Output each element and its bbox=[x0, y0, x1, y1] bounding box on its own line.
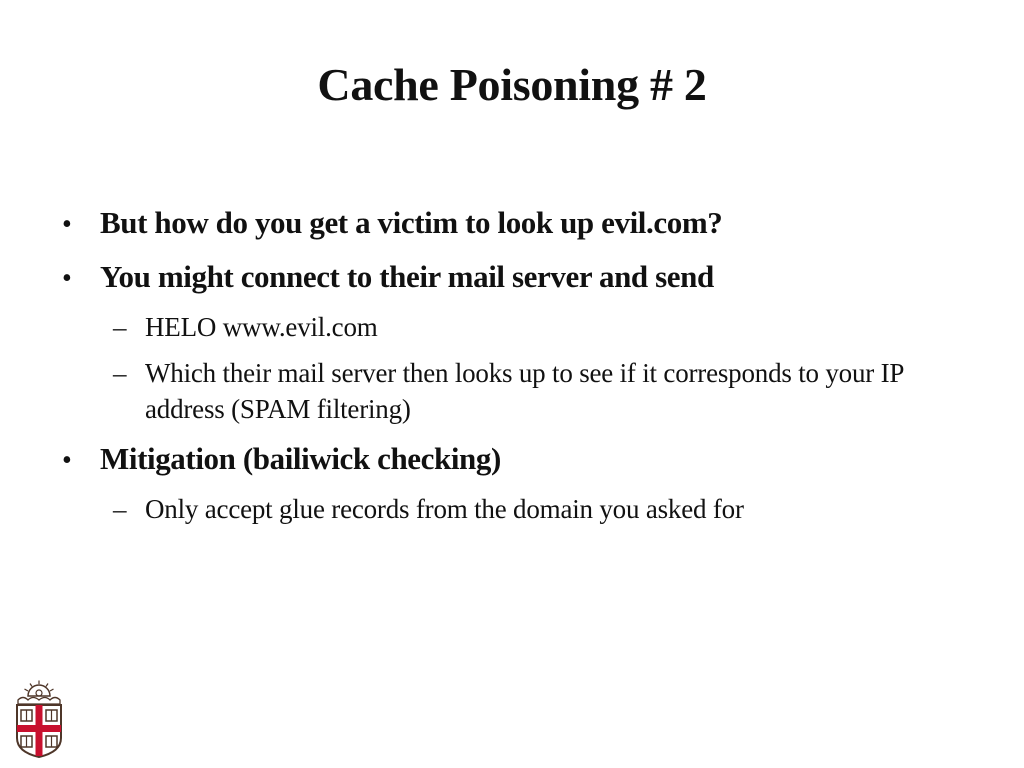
sub-bullet-item bbox=[113, 491, 965, 527]
sub-bullet-item bbox=[113, 355, 965, 427]
bullet-text: But how do you get a victim to look up evil.com? bbox=[100, 205, 723, 240]
brown-university-seal-icon bbox=[14, 680, 64, 758]
sub-bullet-item bbox=[113, 309, 965, 345]
bullet-item bbox=[62, 205, 722, 241]
sub-bullet-text: Which their mail server then looks up to see if it corresponds to your IP address (SPAM filtering) bbox=[145, 358, 904, 424]
bullet-text: Mitigation (bailiwick checking) bbox=[100, 441, 501, 476]
bullet-item bbox=[62, 441, 501, 477]
bullet-marker: • bbox=[62, 445, 72, 476]
sub-bullet-text: HELO www.evil.com bbox=[145, 312, 378, 342]
sub-bullet-marker: – bbox=[113, 494, 127, 524]
bullet-marker: • bbox=[62, 209, 72, 240]
bullet-text: You might connect to their mail server and send bbox=[100, 259, 714, 294]
slide-title: Cache Poisoning # 2 bbox=[317, 59, 707, 110]
sub-bullet-text: Only accept glue records from the domain you asked for bbox=[145, 494, 744, 524]
sub-bullet-marker: – bbox=[113, 358, 127, 388]
bullet-item bbox=[62, 259, 714, 295]
bullet-marker: • bbox=[62, 263, 72, 294]
sub-bullet-marker: – bbox=[113, 312, 127, 342]
